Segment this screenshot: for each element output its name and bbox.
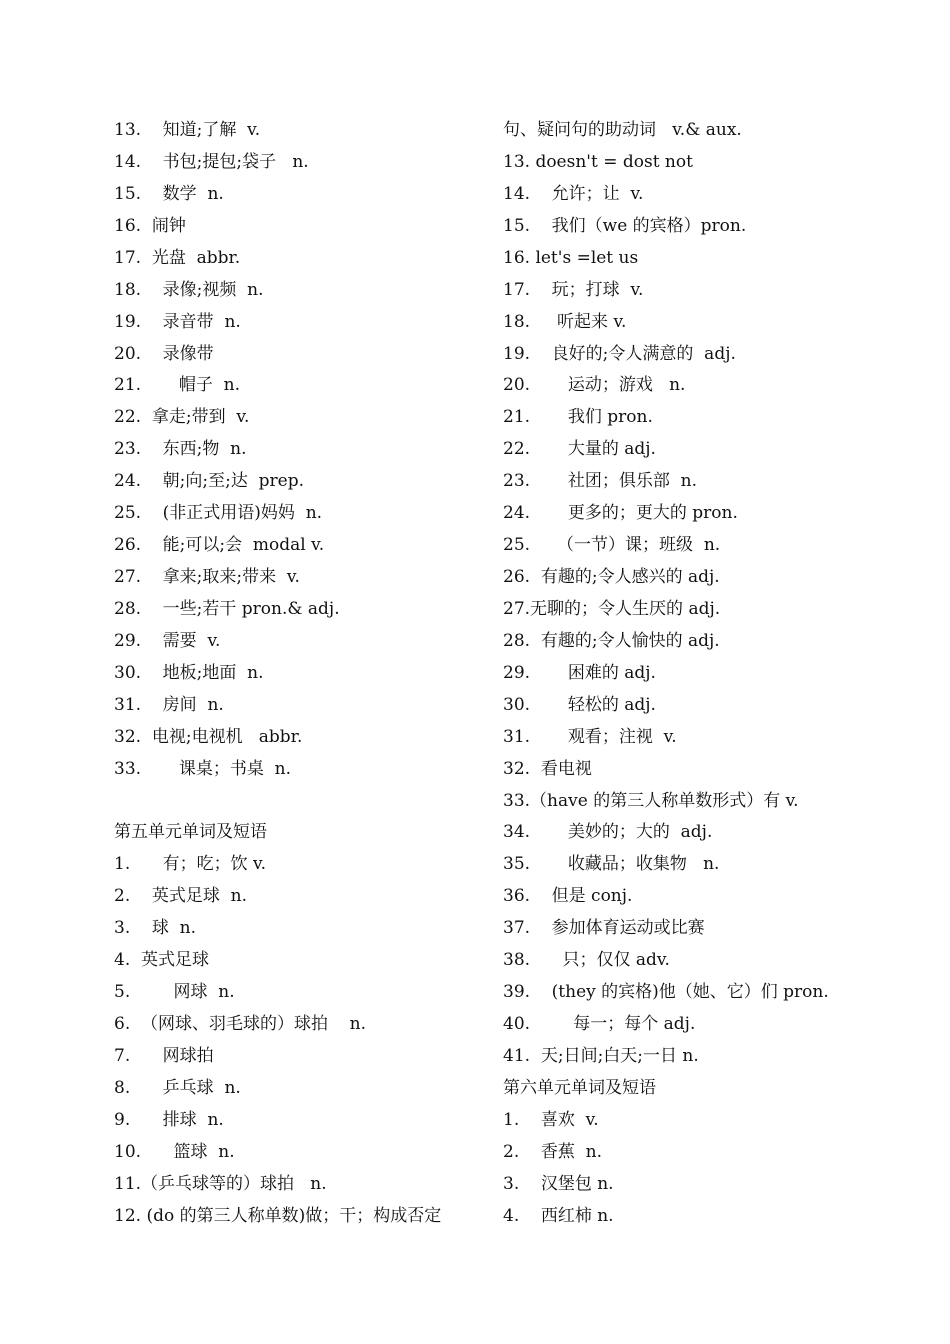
left-column-line: 16. 闹钟: [114, 215, 186, 236]
right-column-line: 33.（have 的第三人称单数形式）有 v.: [503, 790, 799, 811]
left-column-line: 21. 帽子 n.: [114, 375, 241, 396]
right-column-line: 26. 有趣的;令人感兴的 adj.: [503, 567, 720, 588]
left-column-line: 23. 东西;物 n.: [114, 439, 247, 460]
left-column-line: 6. （网球、羽毛球的）球拍 n.: [114, 1014, 366, 1035]
right-column-line: 40. 每一；每个 adj.: [503, 1014, 696, 1035]
left-column-line: 20. 录像带: [114, 343, 214, 364]
left-column-line: 1. 有；吃；饮 v.: [114, 854, 267, 875]
right-column-line: 27.无聊的；令人生厌的 adj.: [503, 598, 721, 619]
left-column-line: 2. 英式足球 n.: [114, 886, 247, 907]
left-column-line: 3. 球 n.: [114, 918, 196, 939]
left-column-line: 第五单元单词及短语: [114, 822, 267, 843]
right-column-line: 23. 社团；俱乐部 n.: [503, 471, 698, 492]
right-column-line: 31. 观看；注视 v.: [503, 726, 677, 747]
right-column-line: 21. 我们 pron.: [503, 407, 653, 428]
right-column-line: 28. 有趣的;令人愉快的 adj.: [503, 630, 720, 651]
right-column-line: 25. （一节）课；班级 n.: [503, 535, 721, 556]
left-column-line: 27. 拿来;取来;带来 v.: [114, 567, 300, 588]
left-column-line: 10. 篮球 n.: [114, 1141, 235, 1162]
left-column-line: 13. 知道;了解 v.: [114, 120, 261, 140]
left-column-line: 7. 网球拍: [114, 1045, 214, 1066]
left-column-line: 14. 书包;提包;袋子 n.: [114, 151, 309, 172]
right-column-line: 19. 良好的;令人满意的 adj.: [503, 343, 736, 364]
right-column-line: 17. 玩；打球 v.: [503, 279, 644, 300]
right-column-line: 句、疑问句的助动词 v.& aux.: [503, 120, 742, 140]
right-column-line: 2. 香蕉 n.: [503, 1141, 602, 1162]
right-column-line: 14. 允许；让 v.: [503, 183, 644, 204]
left-column-line: 11.（乒乓球等的）球拍 n.: [114, 1173, 327, 1194]
left-column-line: 22. 拿走;带到 v.: [114, 407, 250, 428]
left-column-line: 4. 英式足球: [114, 950, 210, 971]
right-column-line: 22. 大量的 adj.: [503, 439, 656, 460]
left-column-line: 30. 地板;地面 n.: [114, 662, 264, 683]
left-column-line: 5. 网球 n.: [114, 982, 235, 1003]
left-column-line: 31. 房间 n.: [114, 694, 224, 715]
right-column-line: 20. 运动；游戏 n.: [503, 375, 686, 396]
right-column-line: 41. 天;日间;白天;一日 n.: [503, 1045, 699, 1066]
left-column-line: 18. 录像;视频 n.: [114, 279, 264, 300]
left-column-line: 8. 乒乓球 n.: [114, 1077, 241, 1098]
right-column-line: 4. 西红柿 n.: [503, 1205, 614, 1226]
right-column-line: 30. 轻松的 adj.: [503, 694, 656, 715]
left-column-line: 9. 排球 n.: [114, 1109, 224, 1130]
right-column-line: 35. 收藏品；收集物 n.: [503, 854, 720, 875]
right-column-line: 1. 喜欢 v.: [503, 1109, 599, 1130]
left-column-line: 29. 需要 v.: [114, 630, 221, 651]
left-column-line: 15. 数学 n.: [114, 183, 224, 204]
left-column-line: 25. (非正式用语)妈妈 n.: [114, 503, 323, 524]
right-column-line: 15. 我们（we 的宾格）pron.: [503, 215, 747, 236]
left-column-line: 28. 一些;若干 pron.& adj.: [114, 598, 340, 619]
left-column-line: 26. 能;可以;会 modal v.: [114, 535, 325, 556]
left-column-line: 12. (do 的第三人称单数)做；干；构成否定: [114, 1205, 442, 1226]
right-column-line: 18. 听起来 v.: [503, 311, 627, 332]
right-column-line: 34. 美妙的；大的 adj.: [503, 822, 713, 843]
right-column-line: 13. doesn't = dost not: [503, 151, 693, 172]
right-column-line: 16. let's =let us: [503, 247, 639, 268]
right-column-line: 29. 困难的 adj.: [503, 662, 656, 683]
right-column-line: 36. 但是 conj.: [503, 886, 633, 907]
left-column-line: 19. 录音带 n.: [114, 311, 241, 332]
right-column-line: 3. 汉堡包 n.: [503, 1173, 614, 1194]
right-column-line: 32. 看电视: [503, 758, 592, 779]
right-column-line: 第六单元单词及短语: [503, 1077, 656, 1098]
right-column-line: 38. 只；仅仅 adv.: [503, 950, 670, 971]
right-column-line: 37. 参加体育运动或比赛: [503, 918, 705, 939]
right-column-line: 24. 更多的；更大的 pron.: [503, 503, 738, 524]
left-column-line: 32. 电视;电视机 abbr.: [114, 726, 303, 747]
right-column-line: 39. (they 的宾格)他（她、它）们 pron.: [503, 982, 829, 1003]
left-column-line: 17. 光盘 abbr.: [114, 247, 241, 268]
left-column-line: 24. 朝;向;至;达 prep.: [114, 471, 304, 492]
left-column-line: 33. 课桌；书桌 n.: [114, 758, 292, 779]
